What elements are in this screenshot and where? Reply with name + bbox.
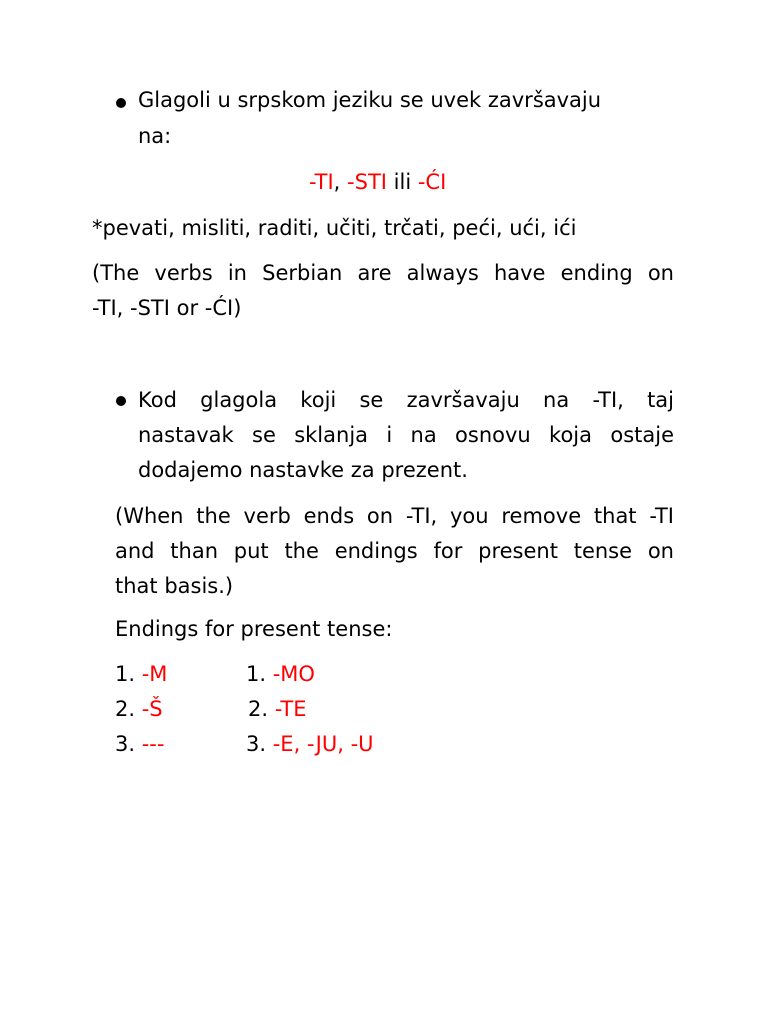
translation-block bbox=[115, 499, 674, 604]
bullet-dot bbox=[116, 396, 126, 406]
translation-line: that basis.) bbox=[115, 574, 234, 598]
ending-sti: -STI bbox=[347, 170, 387, 194]
translation-line: -TI, -STI or -ĆI) bbox=[92, 296, 242, 320]
plural-ending-1 bbox=[246, 662, 315, 686]
translation-block bbox=[92, 256, 674, 326]
separator: ili bbox=[386, 170, 418, 194]
ending-value: -MO bbox=[272, 662, 315, 686]
singular-ending-1 bbox=[115, 662, 167, 686]
ending-ci: -ĆI bbox=[417, 170, 447, 194]
ending-value: -M bbox=[141, 662, 168, 686]
ending-number: 1. bbox=[115, 662, 142, 686]
translation-line: and than put the endings for present tense on bbox=[115, 539, 674, 563]
plural-ending-3 bbox=[246, 732, 374, 756]
ending-value: -TE bbox=[274, 697, 307, 721]
ending-value: -E, -JU, -U bbox=[272, 732, 374, 756]
ending-value: -Š bbox=[141, 697, 163, 721]
ending-number: 2. bbox=[248, 697, 275, 721]
endings-line bbox=[309, 170, 446, 194]
rule-text-line: Glagoli u srpskom jeziku se uvek završavaju bbox=[138, 88, 602, 112]
ending-ti: -TI bbox=[309, 170, 334, 194]
separator: , bbox=[333, 170, 348, 194]
ending-value: --- bbox=[141, 732, 165, 756]
endings-title: Endings for present tense: bbox=[115, 617, 393, 641]
singular-ending-2 bbox=[115, 697, 163, 721]
rule-text-line: Kod glagola koji se završavaju na -TI, taj bbox=[138, 388, 674, 412]
ending-number: 3. bbox=[115, 732, 142, 756]
ending-number: 3. bbox=[246, 732, 273, 756]
examples-line: *pevati, misliti, raditi, učiti, trčati, peći, ući, ići bbox=[92, 216, 577, 240]
rule-block bbox=[138, 383, 674, 488]
bullet-dot bbox=[116, 98, 126, 108]
rule-text-line: nastavak se sklanja i na osnovu koja ostaje bbox=[138, 423, 674, 447]
translation-line: (The verbs in Serbian are always have ending on bbox=[92, 261, 674, 285]
ending-number: 1. bbox=[246, 662, 273, 686]
singular-ending-3 bbox=[115, 732, 164, 756]
ending-number: 2. bbox=[115, 697, 142, 721]
translation-line: (When the verb ends on -TI, you remove that -TI bbox=[115, 504, 674, 528]
rule-text-line: na: bbox=[138, 124, 172, 148]
rule-text-line: dodajemo nastavke za prezent. bbox=[138, 458, 468, 482]
plural-ending-2 bbox=[248, 697, 306, 721]
